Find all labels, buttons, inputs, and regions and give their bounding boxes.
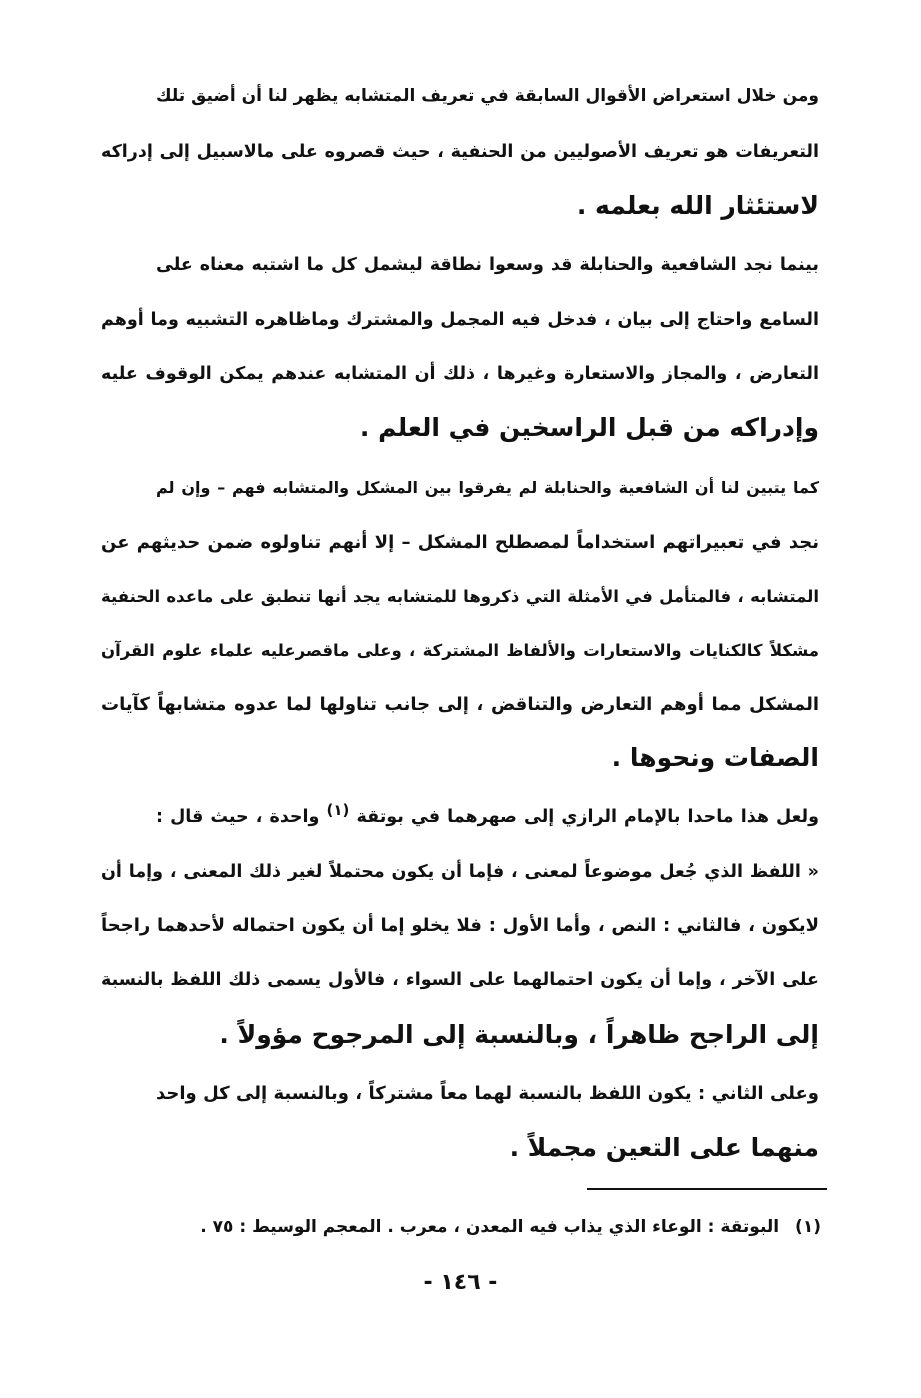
paragraph-4-line-3: لايكون ، فالثاني : النص ، وأما الأول : فلا يخلو إما أن يكون احتماله لأحدهما راجحاً — [101, 915, 819, 936]
paragraph-2-line-2: السامع واحتاج إلى بيان ، فدخل فيه المجمل والمشترك وماظاهره التشبيه وما أوهم — [101, 310, 819, 330]
footnote-text: البوتقة : الوعاء الذي يذاب فيه المعدن ، معرب . المعجم الوسيط : ٧٥ . — [200, 1217, 780, 1237]
paragraph-4-line-2: « اللفظ الذي جُعل موضوعاً لمعنى ، فإما أن يكون محتملاً لغير ذلك المعنى ، وإما أن — [101, 862, 819, 882]
paragraph-2-line-4: وإدراكه من قبل الراسخين في العلم . — [359, 413, 819, 442]
footnote-separator — [587, 1188, 827, 1190]
paragraph-2-line-3: التعارض ، والمجاز والاستعارة وغيرها ، ذلك أن المتشابه عندهم يمكن الوقوف عليه — [101, 364, 819, 384]
paragraph-3-line-5: المشكل مما أوهم التعارض والتناقض ، إلى جانب تناولها لما عدوه متشابهاً كآيات — [101, 694, 819, 715]
paragraph-3-line-1: كما يتبين لنا أن الشافعية والحنابلة لم يفرقوا بين المشكل والمتشابه فهم – وإن لم — [156, 478, 819, 497]
page-number: - ١٤٦ - — [423, 1270, 498, 1295]
paragraph-3-line-2: نجد في تعبيراتهم استخداماً لمصطلح المشكل – إلا أنهم تناولوه ضمن حديثهم عن — [101, 532, 819, 553]
paragraph-1-line-1: ومن خلال استعراض الأقوال السابقة في تعريف المتشابه يظهر لنا أن أضيق تلك — [156, 86, 819, 106]
paragraph-5-line-2: منهما على التعين مجملاً . — [509, 1133, 819, 1162]
paragraph-4-line-5: إلى الراجح ظاهراً ، وبالنسبة إلى المرجوح مؤولاً . — [219, 1020, 819, 1049]
paragraph-3-line-3: المتشابه ، فالمتأمل في الأمثلة التي ذكروها للمتشابه يجد أنها تنطبق على ماعده الحنفية — [101, 587, 819, 606]
paragraph-2-line-1: بينما نجد الشافعية والحنابلة قد وسعوا نطاقة ليشمل كل ما اشتبه معناه على — [156, 255, 819, 275]
paragraph-4-line-4: على الآخر ، وإما أن يكون احتمالهما على السواء ، فالأول يسمى ذلك اللفظ بالنسبة — [101, 970, 819, 990]
paragraph-4-line-1-after-ref: واحدة ، حيث قال : — [156, 807, 320, 827]
footnote — [200, 1214, 821, 1240]
paragraph-4-line-1 — [156, 801, 819, 833]
paragraph-3-line-6: الصفات ونحوها . — [611, 743, 819, 772]
paragraph-1-line-2: التعريفات هو تعريف الأصوليين من الحنفية ، حيث قصروه على مالاسبيل إلى إدراكه — [101, 142, 819, 162]
paragraph-4-line-1-before-ref: ولعل هذا ماحدا بالإمام الرازي إلى صهرهما في بوتقة — [356, 807, 820, 827]
paragraph-5-line-1: وعلى الثاني : يكون اللفظ بالنسبة لهما معاً مشتركاً ، وبالنسبة إلى كل واحد — [156, 1083, 819, 1104]
paragraph-1-line-3: لاستئثار الله بعلمه . — [576, 191, 819, 220]
footnote-reference-marker: (١) — [326, 801, 350, 820]
paragraph-3-line-4: مشكلاً كالكنايات والاستعارات والألفاظ المشتركة ، وعلى ماقصرعليه علماء علوم القرآن — [101, 641, 819, 660]
footnote-marker: (١) — [795, 1217, 821, 1237]
